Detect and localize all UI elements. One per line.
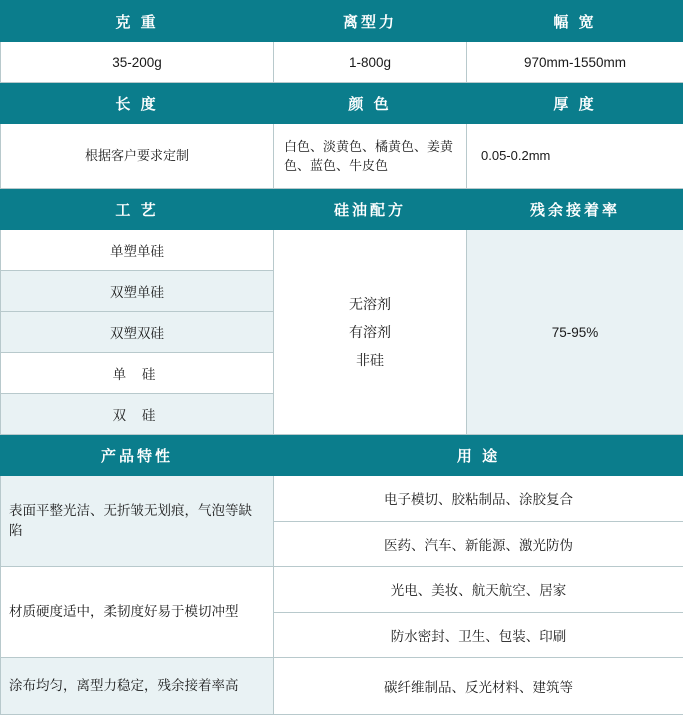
header-process: 工 艺 bbox=[1, 189, 274, 230]
table-row-header-3 bbox=[1, 189, 683, 230]
use-item-4: 碳纤维制品、反光材料、建筑等 bbox=[274, 658, 683, 715]
table-row-feature-use-2 bbox=[1, 567, 683, 613]
table-row-feature-use-1 bbox=[1, 476, 683, 522]
header-product-features: 产品特性 bbox=[1, 435, 274, 476]
table-row-header-2 bbox=[1, 83, 683, 124]
header-length: 长 度 bbox=[1, 83, 274, 124]
use-item-2: 光电、美妆、航天航空、居家 bbox=[274, 567, 683, 613]
silicone-formula-line-1: 有溶剂 bbox=[280, 318, 460, 346]
residual-rate-cell: 75-95% bbox=[467, 230, 683, 435]
header-silicone-formula: 硅油配方 bbox=[274, 189, 467, 230]
silicone-formula-line-0: 无溶剂 bbox=[280, 290, 460, 318]
table-row-header-bottom bbox=[1, 435, 683, 476]
header-residual-rate: 残余接着率 bbox=[467, 189, 683, 230]
feature-item-1: 材质硬度适中，柔韧度好易于模切冲型 bbox=[1, 567, 274, 658]
process-item-1: 双塑单硅 bbox=[1, 271, 274, 312]
header-release-force: 离型力 bbox=[274, 1, 467, 42]
header-thickness: 厚 度 bbox=[467, 83, 683, 124]
table-row-process-1 bbox=[1, 230, 683, 271]
value-release-force: 1-800g bbox=[274, 42, 467, 83]
header-uses: 用 途 bbox=[274, 435, 683, 476]
value-weight: 35-200g bbox=[1, 42, 274, 83]
silicone-formula-cell bbox=[274, 230, 467, 435]
value-color: 白色、淡黄色、橘黄色、姜黄色、蓝色、牛皮色 bbox=[274, 124, 467, 189]
table-row-values-2 bbox=[1, 124, 683, 189]
use-item-1: 医药、汽车、新能源、激光防伪 bbox=[274, 521, 683, 567]
header-color: 颜 色 bbox=[274, 83, 467, 124]
value-width: 970mm-1550mm bbox=[467, 42, 683, 83]
silicone-formula-line-2: 非硅 bbox=[280, 346, 460, 374]
use-item-0: 电子模切、胶粘制品、涂胶复合 bbox=[274, 476, 683, 522]
process-item-4: 双 硅 bbox=[1, 394, 274, 435]
process-item-0: 单塑单硅 bbox=[1, 230, 274, 271]
table-row-header-1 bbox=[1, 1, 683, 42]
feature-item-2: 涂布均匀，离型力稳定，残余接着率高 bbox=[1, 658, 274, 715]
process-item-2: 双塑双硅 bbox=[1, 312, 274, 353]
header-width: 幅 宽 bbox=[467, 1, 683, 42]
table-row-feature-use-3 bbox=[1, 658, 683, 715]
feature-item-0: 表面平整光洁、无折皱无划痕，气泡等缺陷 bbox=[1, 476, 274, 567]
use-item-3: 防水密封、卫生、包装、印刷 bbox=[274, 612, 683, 658]
process-item-3: 单 硅 bbox=[1, 353, 274, 394]
header-weight: 克 重 bbox=[1, 1, 274, 42]
value-length: 根据客户要求定制 bbox=[1, 124, 274, 189]
value-thickness: 0.05-0.2mm bbox=[467, 124, 683, 189]
table-row-values-1 bbox=[1, 42, 683, 83]
